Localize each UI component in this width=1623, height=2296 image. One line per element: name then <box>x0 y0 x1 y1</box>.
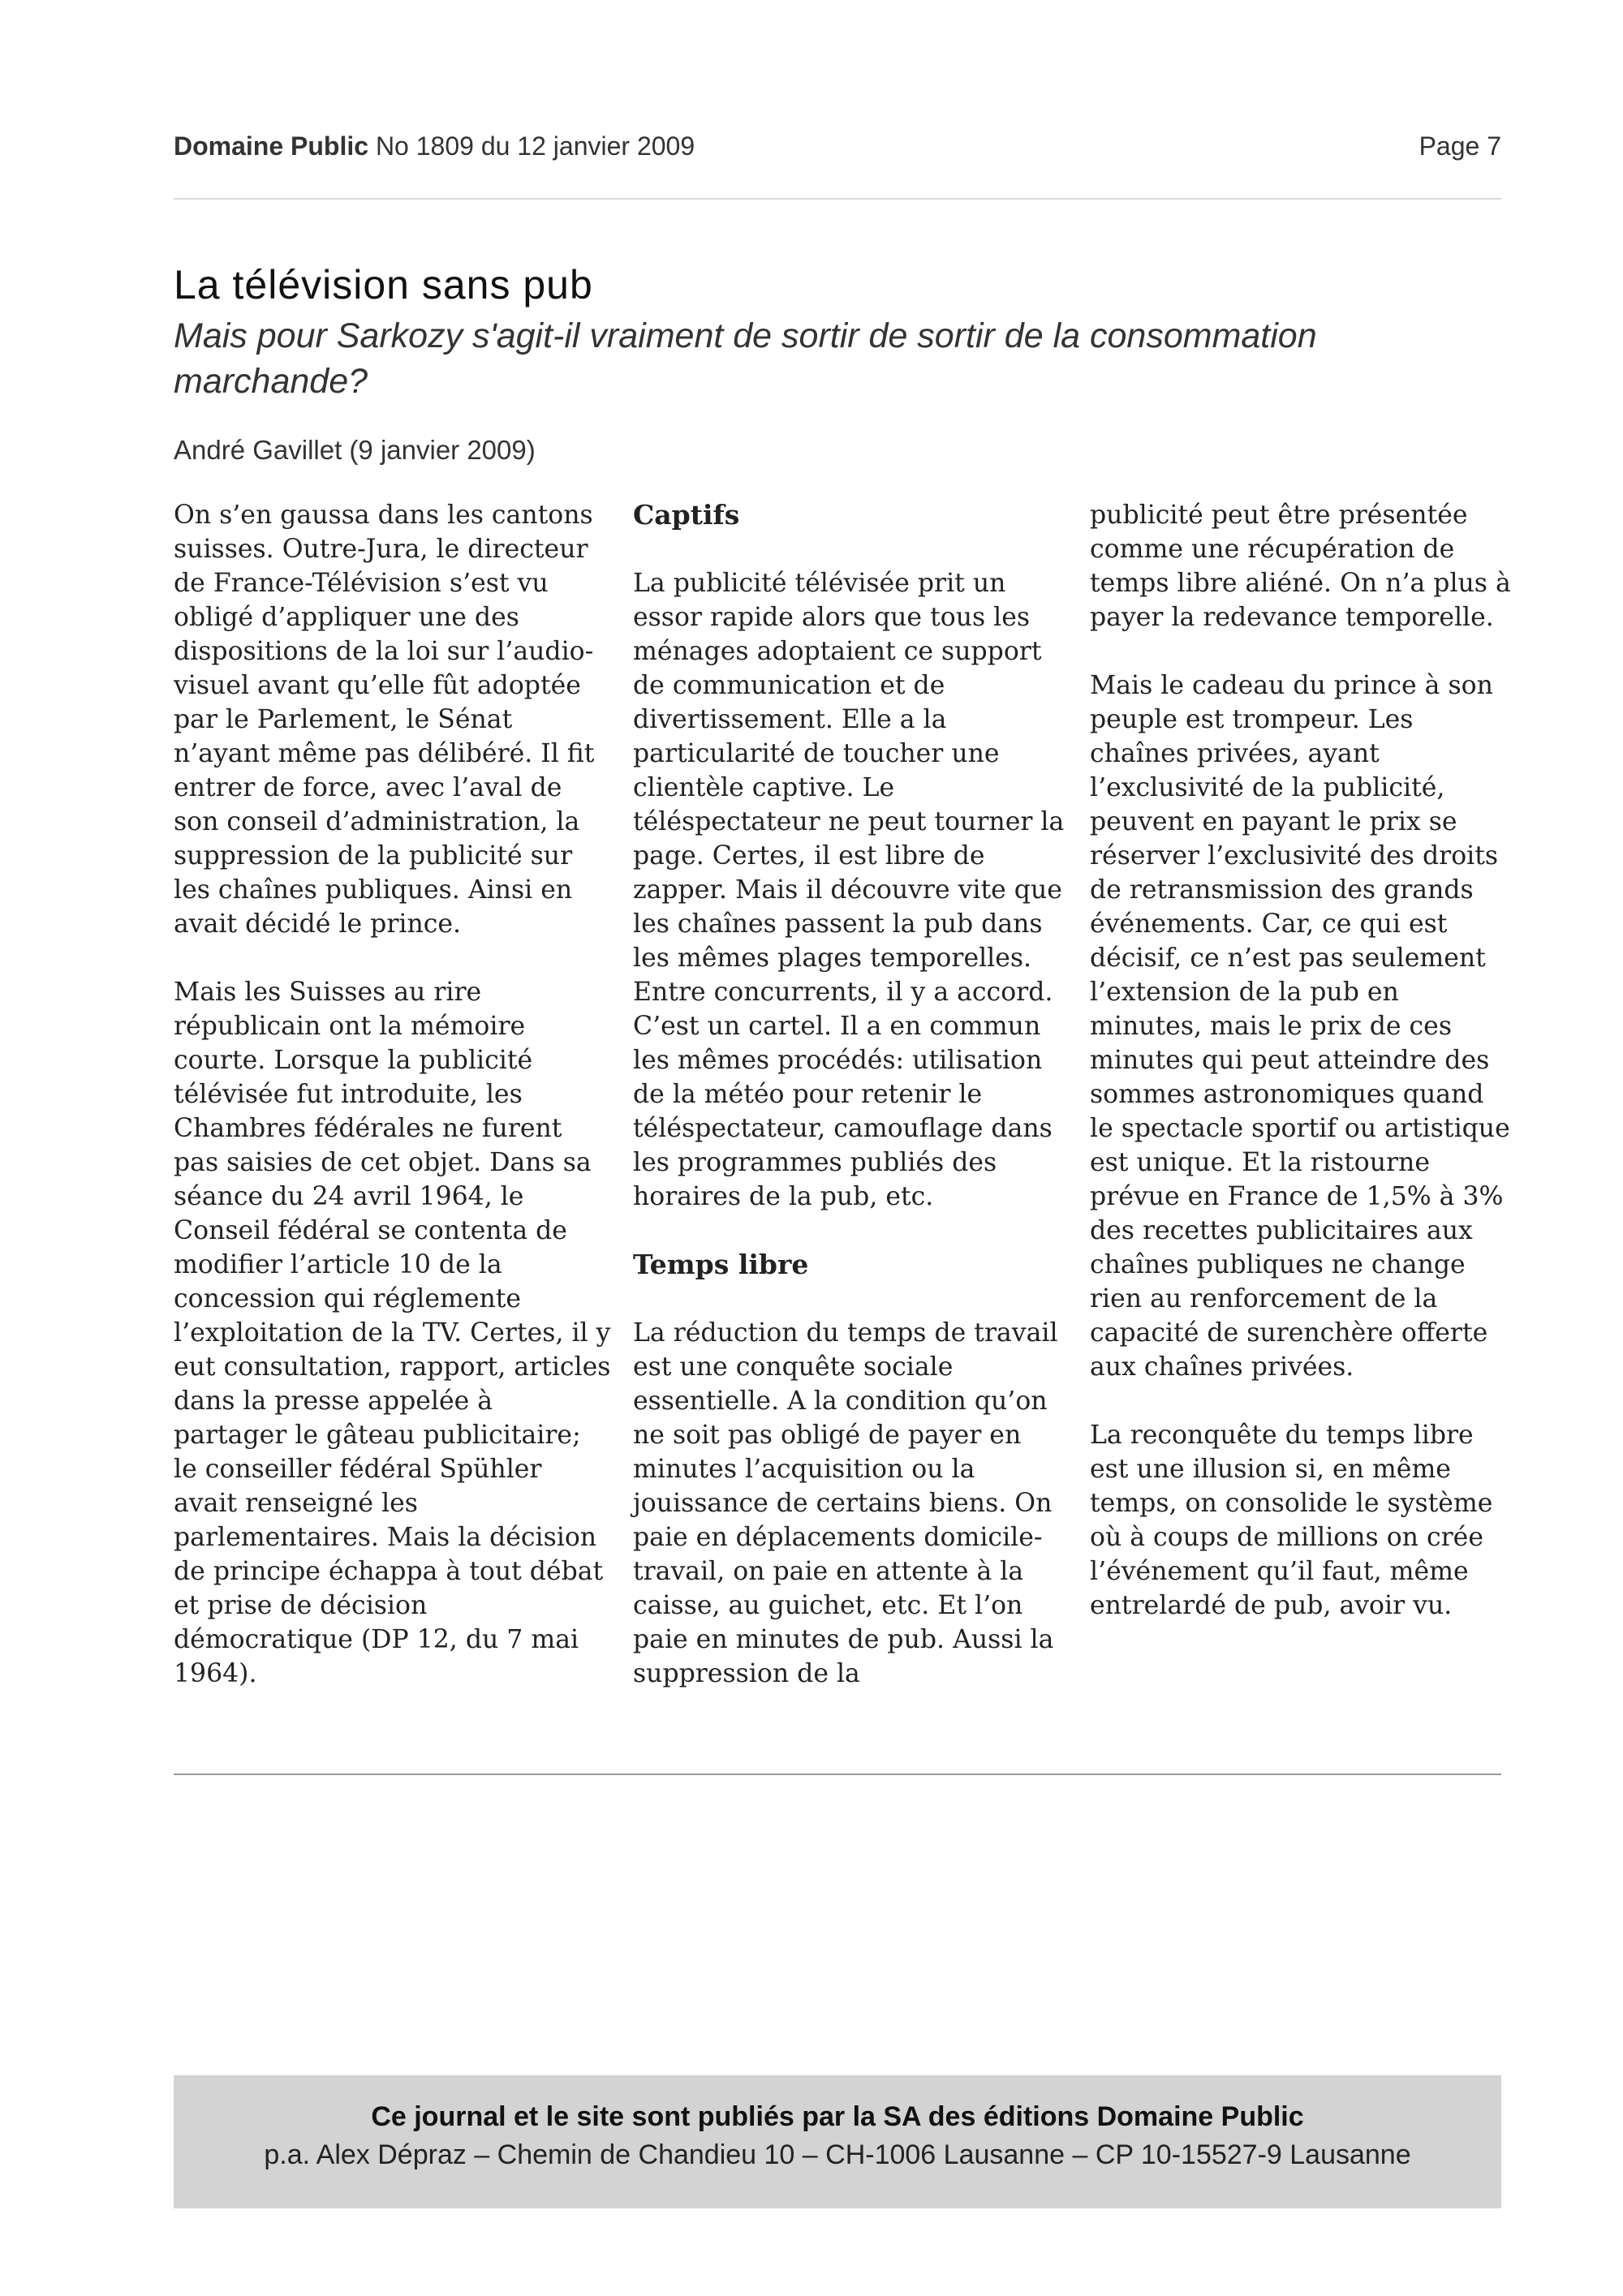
footer-publisher-line: Ce journal et le site sont publiés par la SA des éditions Domaine Public <box>371 2101 1304 2132</box>
header-divider <box>174 198 1501 200</box>
article-byline: André Gavillet (9 janvier 2009) <box>174 435 536 465</box>
paragraph: Mais les Suisses au rire républicain ont la mémoire courte. Lorsque la publicité télévisée fut introduite, les Chambres fédérales ne furent pas saisies de cet objet. Dans sa séance du 24 avril 1964, le Conseil fédéral se contenta de modifier l’article 10 de la concession qui réglemente l’exploitation de la TV. Certes, il y eut consultation, rapport, articles dans la presse appelée à partager le gâteau publicitaire; le conseiller fédéral Spühler avait renseigné les parlementaires. Mais la décision de principe échappa à tout débat et prise de décision démocratique (DP 12, du 7 mai 1964). <box>174 978 611 1688</box>
page-number: Page 7 <box>1419 131 1501 161</box>
article-column-1 <box>174 498 612 1725</box>
paragraph: Mais le cadeau du prince à son peuple est trompeur. Les chaînes privées, ayant l’exclusivité de la publicité, peuvent en payant le prix se réserver l’exclusivité des droits de retransmission des grands événements. Car, ce qui est décisif, ce n’est pas seulement l’extension de la pub en minutes, mais le prix de ces minutes qui peut atteindre des sommes astronomiques quand le spectacle sportif ou artistique est unique. Et la ristourne prévue en France de 1,5% à 3% des recettes publicitaires aux chaînes publiques ne change rien au renforcement de la capacité de surenchère offerte aux chaînes privées. <box>1090 671 1510 1382</box>
footer-address-line: p.a. Alex Dépraz – Chemin de Chandieu 10 – CH-1006 Lausanne – CP 10-15527-9 Lausanne <box>264 2139 1411 2170</box>
page-header <box>174 131 1501 170</box>
article-end-divider <box>174 1774 1501 1775</box>
paragraph: La réduction du temps de travail est une conquête sociale essentielle. A la condition qu’on ne soit pas obligé de payer en minutes l’acquisition ou la jouissance de certains biens. On paie en déplacements domicile-travail, on paie en attente à la caisse, au guichet, etc. Et l’on paie en minutes de pub. Aussi la suppression de la <box>633 1318 1058 1688</box>
publisher-footer <box>174 2075 1501 2208</box>
section-heading-temps-libre: Temps libre <box>633 1249 809 1280</box>
section-heading-captifs: Captifs <box>633 499 740 531</box>
publication-name: Domaine Public <box>174 131 369 161</box>
paragraph: On s’en gaussa dans les cantons suisses. Outre-Jura, le directeur de France-Télévision s’est vu obligé d’appliquer une des dispositions de la loi sur l’audio-visuel avant qu’elle fût adoptée par le Parlement, le Sénat n’ayant même pas délibéré. Il fit entrer de force, avec l’aval de son conseil d’administration, la suppression de la publicité sur les chaînes publiques. Ainsi en avait décidé le prince. <box>174 501 595 939</box>
article-column-2 <box>633 498 1071 1725</box>
article-subtitle: Mais pour Sarkozy s'agit-il vraiment de sortir de sortir de la consommation marchande? <box>174 316 1317 401</box>
paragraph: La publicité télévisée prit un essor rapide alors que tous les ménages adoptaient ce support de communication et de divertissement. Elle a la particularité de toucher une clientèle captive. Le téléspectateur ne peut tourner la page. Certes, il est libre de zapper. Mais il découvre vite que les chaînes passent la pub dans les mêmes plages temporelles. Entre concurrents, il y a accord. C’est un cartel. Il a en commun les mêmes procédés: utilisation de la météo pour retenir le téléspectateur, camouflage dans les programmes publiés des horaires de la pub, etc. <box>633 569 1065 1211</box>
issue-info: No 1809 du 12 janvier 2009 <box>375 131 695 161</box>
paragraph: La reconquête du temps libre est une illusion si, en même temps, on consolide le système où à coups de millions on crée l’événement qu’il faut, même entrelardé de pub, avoir vu. <box>1090 1421 1493 1620</box>
paragraph: publicité peut être présentée comme une récupération de temps libre aliéné. On n’a plus à payer la redevance temporelle. <box>1090 501 1511 632</box>
article-title: La télévision sans pub <box>174 262 593 307</box>
article-column-3 <box>1090 498 1512 1657</box>
